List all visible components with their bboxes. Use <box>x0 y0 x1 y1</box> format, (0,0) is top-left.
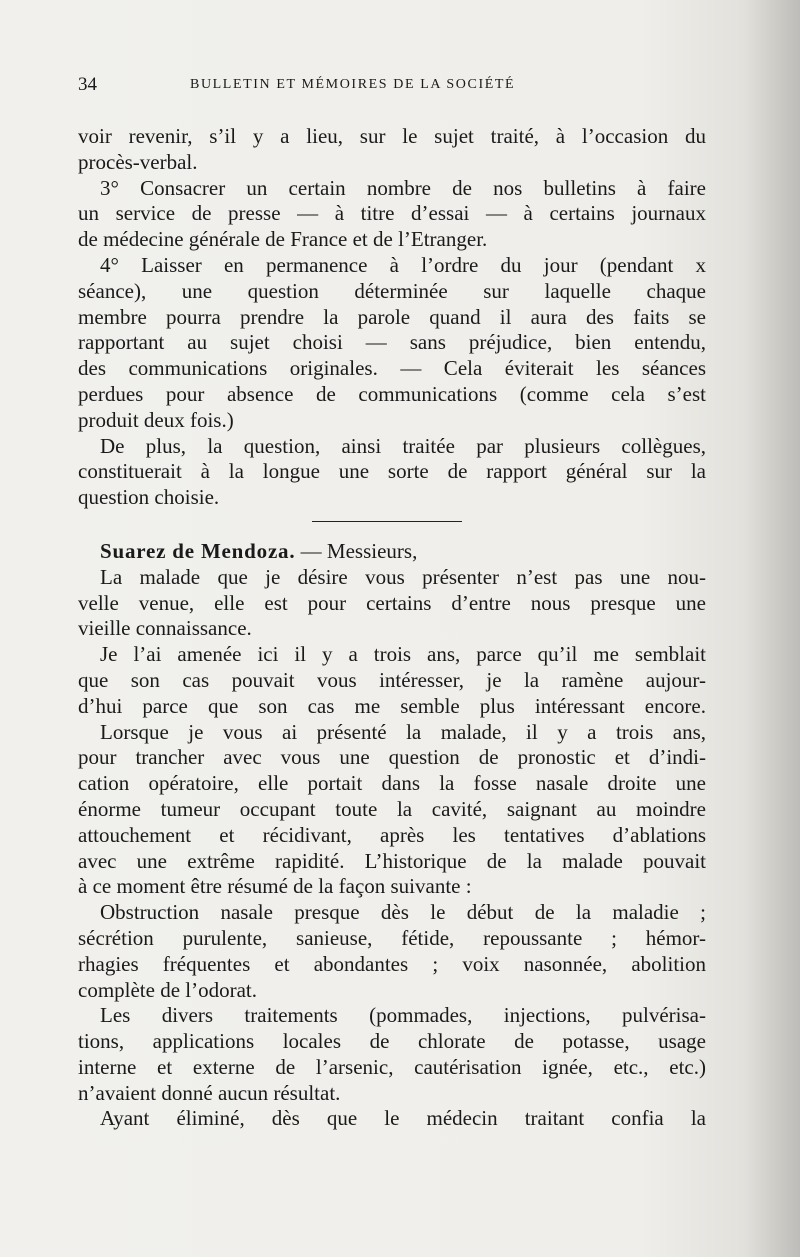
text-line: un service de presse — à titre d’essai — à certains journaux <box>78 201 706 226</box>
text-line: produit deux fois.) <box>78 407 234 432</box>
page-header <box>78 74 710 98</box>
text-line: énorme tumeur occupant toute la cavité, saignant au moindre <box>78 796 706 821</box>
text-line: voir revenir, s’il y a lieu, sur le sujet traité, à l’occasion du <box>78 124 706 148</box>
text-line: attouchement et récidivant, après les tentatives d’ablations <box>78 822 706 847</box>
text-line: à ce moment être résumé de la façon suivante : <box>78 874 472 899</box>
speaker-address: — Messieurs, <box>295 538 418 563</box>
text-line: sécrétion purulente, sanieuse, fétide, repoussante ; hémor- <box>78 925 706 950</box>
text-line: complète de l’odorat. <box>78 977 258 1002</box>
text-line: De plus, la question, ainsi traitée par plusieurs collègues, <box>100 433 706 458</box>
text-line: interne et externe de l’arsenic, cautérisation ignée, etc., etc.) <box>78 1054 706 1079</box>
text-line: rapportant au sujet choisi — sans préjudice, bien entendu, <box>78 330 706 355</box>
text-line: 4° Laisser en permanence à l’ordre du jour (pendant x <box>100 252 706 277</box>
text-line: d’hui parce que son cas me semble plus intéressant encore. <box>78 693 706 718</box>
section-separator <box>78 511 706 531</box>
paragraphs-top <box>78 124 706 511</box>
running-title: BULLETIN ET MÉMOIRES DE LA SOCIÉTÉ <box>190 77 516 92</box>
text-line: que son cas pouvait vous intéresser, je la ramène aujour- <box>78 667 706 692</box>
text-line: question choisie. <box>78 485 220 510</box>
text-line: Obstruction nasale presque dès le début de la maladie ; <box>100 900 706 925</box>
text-line: La malade que je désire vous présenter n’est pas une nou- <box>100 564 706 589</box>
text-line: Lorsque je vous ai présenté la malade, il y a trois ans, <box>100 719 706 744</box>
text-line: velle venue, elle est pour certains d’entre nous presque une <box>78 590 706 615</box>
text-line: membre pourra prendre la parole quand il aura des faits se <box>78 304 706 329</box>
text-line: Les divers traitements (pommades, injections, pulvérisa- <box>100 1003 706 1028</box>
page-body <box>78 124 706 1132</box>
text-line: séance), une question déterminée sur laquelle chaque <box>78 278 706 303</box>
text-line: avec une extrême rapidité. L’historique de la malade pouvait <box>78 848 706 873</box>
text-line: constituerait à la longue une sorte de rapport général sur la <box>78 459 706 484</box>
text-line: Ayant éliminé, dès que le médecin traitant confia la <box>100 1106 706 1131</box>
text-line: de médecine générale de France et de l’Etranger. <box>78 227 488 252</box>
speaker-name: Suarez de Mendoza. <box>100 538 296 563</box>
text-line: pour trancher avec vous une question de pronostic et d’indi- <box>78 745 706 770</box>
text-line: 3° Consacrer un certain nombre de nos bulletins à faire <box>100 175 706 200</box>
paragraphs-bottom <box>78 565 706 1133</box>
speaker-section <box>78 539 706 1132</box>
page-number: 34 <box>78 74 97 95</box>
text-line: n’avaient donné aucun résultat. <box>78 1080 341 1105</box>
text-line: tions, applications locales de chlorate de potasse, usage <box>78 1029 706 1054</box>
text-line: perdues pour absence de communications (comme cela s’est <box>78 381 706 406</box>
text-line: vieille connaissance. <box>78 616 252 641</box>
text-line: Je l’ai amenée ici il y a trois ans, parce qu’il me semblait <box>100 642 706 667</box>
text-line: cation opératoire, elle portait dans la fosse nasale droite une <box>78 771 706 796</box>
text-line: procès-verbal. <box>78 149 198 174</box>
speaker-line <box>78 539 706 565</box>
text-line: rhagies fréquentes et abondantes ; voix nasonnée, abolition <box>78 951 706 976</box>
text-line: des communications originales. — Cela éviterait les séances <box>78 356 706 381</box>
